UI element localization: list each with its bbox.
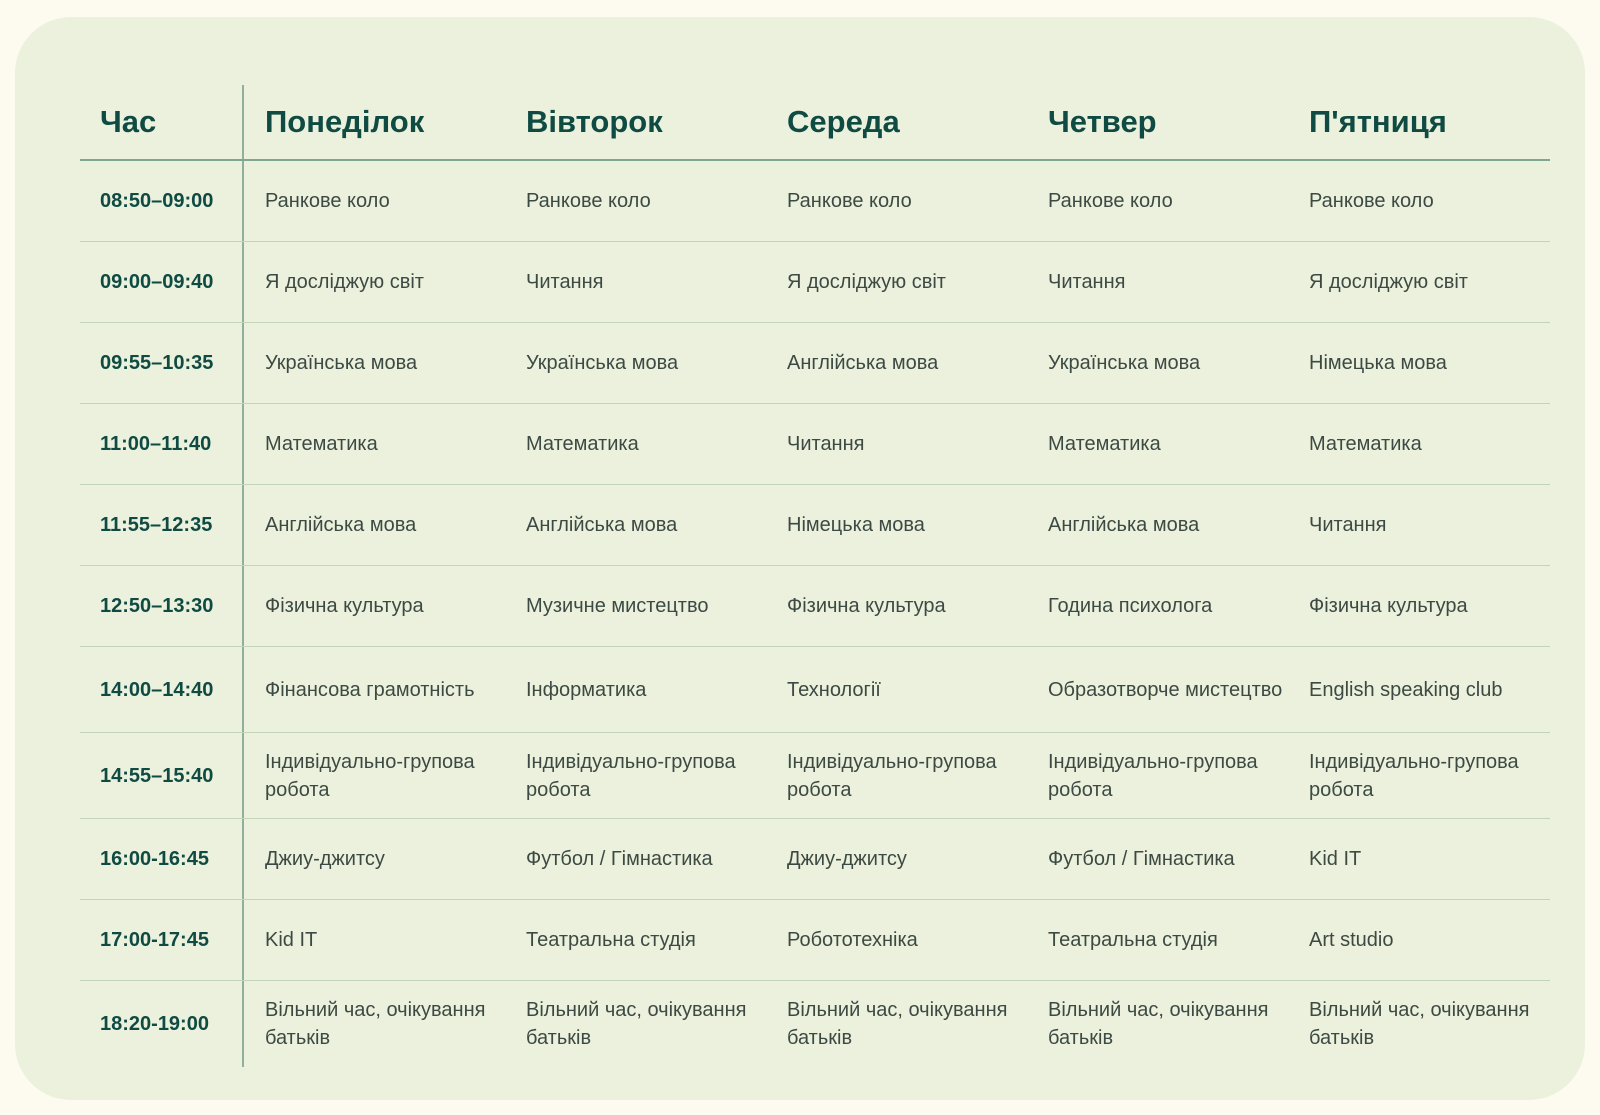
lesson-cell: Я досліджую світ bbox=[787, 271, 946, 293]
lesson-cell: Індивідуально-групова робота bbox=[265, 750, 475, 801]
lesson-cell: Робототехніка bbox=[787, 929, 918, 951]
table-row bbox=[80, 647, 1550, 733]
lesson-cell: Українська мова bbox=[265, 352, 418, 374]
lesson-cell: Театральна студія bbox=[526, 929, 696, 951]
lesson-cell: Індивідуально-групова робота bbox=[1309, 750, 1519, 801]
table-row bbox=[80, 323, 1550, 404]
time-slot: 14:00–14:40 bbox=[80, 647, 244, 732]
lesson-cell: Читання bbox=[526, 271, 604, 293]
time-slot: 14:55–15:40 bbox=[80, 733, 244, 818]
lesson-cell: Математика bbox=[1048, 433, 1161, 455]
time-slot: 11:00–11:40 bbox=[80, 404, 244, 484]
lesson-cell: Англійська мова bbox=[787, 352, 939, 374]
lesson-cell: Футбол / Гімнастика bbox=[526, 848, 713, 870]
lesson-cell: Вільний час, очікування батьків bbox=[1048, 999, 1269, 1049]
column-header-thursday: Четвер bbox=[1048, 104, 1157, 139]
lesson-cell: Kid IT bbox=[1309, 848, 1362, 870]
table-row bbox=[80, 733, 1550, 819]
table-row bbox=[80, 981, 1550, 1067]
lesson-cell: Ранкове коло bbox=[526, 190, 651, 212]
time-slot: 18:20-19:00 bbox=[80, 981, 244, 1067]
lesson-cell: Читання bbox=[1048, 271, 1126, 293]
column-header-time: Час bbox=[80, 85, 244, 159]
lesson-cell: Футбол / Гімнастика bbox=[1048, 848, 1235, 870]
time-slot: 11:55–12:35 bbox=[80, 485, 244, 565]
schedule-table bbox=[80, 85, 1550, 1067]
lesson-cell: Індивідуально-групова робота bbox=[1048, 750, 1258, 801]
lesson-cell: Джиу-джитсу bbox=[265, 848, 385, 870]
lesson-cell: Ранкове коло bbox=[787, 190, 912, 212]
lesson-cell: Інформатика bbox=[526, 678, 647, 701]
lesson-cell: Джиу-джитсу bbox=[787, 848, 907, 870]
lesson-cell: Я досліджую світ bbox=[265, 271, 424, 293]
column-header-friday: П'ятниця bbox=[1309, 104, 1447, 139]
lesson-cell: Німецька мова bbox=[787, 514, 925, 536]
column-header-monday: Понеділок bbox=[265, 104, 425, 139]
lesson-cell: Ранкове коло bbox=[265, 190, 390, 212]
table-row bbox=[80, 404, 1550, 485]
lesson-cell: English speaking club bbox=[1309, 678, 1503, 701]
time-slot: 08:50–09:00 bbox=[80, 161, 244, 241]
lesson-cell: Читання bbox=[787, 433, 865, 455]
lesson-cell: Фізична культура bbox=[1309, 595, 1468, 617]
table-row bbox=[80, 242, 1550, 323]
lesson-cell: Я досліджую світ bbox=[1309, 271, 1468, 293]
lesson-cell: Англійська мова bbox=[526, 514, 678, 536]
lesson-cell: Година психолога bbox=[1048, 595, 1213, 617]
lesson-cell: Вільний час, очікування батьків bbox=[526, 999, 747, 1049]
lesson-cell: Art studio bbox=[1309, 929, 1394, 951]
lesson-cell: Образотворче мистецтво bbox=[1048, 678, 1283, 701]
table-header-row bbox=[80, 85, 1550, 161]
table-row bbox=[80, 566, 1550, 647]
time-slot: 16:00-16:45 bbox=[80, 819, 244, 899]
lesson-cell: Математика bbox=[526, 433, 639, 455]
lesson-cell: Індивідуально-групова робота bbox=[787, 750, 997, 801]
lesson-cell: Українська мова bbox=[1048, 352, 1201, 374]
lesson-cell: Музичне мистецтво bbox=[526, 595, 709, 617]
lesson-cell: Ранкове коло bbox=[1309, 190, 1434, 212]
lesson-cell: Індивідуально-групова робота bbox=[526, 750, 736, 801]
lesson-cell: Англійська мова bbox=[265, 514, 417, 536]
table-row bbox=[80, 819, 1550, 900]
lesson-cell: Вільний час, очікування батьків bbox=[787, 999, 1008, 1049]
table-row bbox=[80, 161, 1550, 242]
lesson-cell: Фізична культура bbox=[787, 595, 946, 617]
lesson-cell: Технології bbox=[787, 678, 881, 701]
time-slot: 09:00–09:40 bbox=[80, 242, 244, 322]
lesson-cell: Вільний час, очікування батьків bbox=[265, 999, 486, 1049]
time-slot: 12:50–13:30 bbox=[80, 566, 244, 646]
lesson-cell: Українська мова bbox=[526, 352, 679, 374]
time-slot: 17:00-17:45 bbox=[80, 900, 244, 980]
lesson-cell: Фізична культура bbox=[265, 595, 424, 617]
lesson-cell: Фінансова грамотність bbox=[265, 678, 475, 701]
table-row bbox=[80, 900, 1550, 981]
table-row bbox=[80, 485, 1550, 566]
lesson-cell: Математика bbox=[265, 433, 378, 455]
lesson-cell: Англійська мова bbox=[1048, 514, 1200, 536]
time-slot: 09:55–10:35 bbox=[80, 323, 244, 403]
lesson-cell: Німецька мова bbox=[1309, 352, 1447, 374]
lesson-cell: Математика bbox=[1309, 433, 1422, 455]
column-header-tuesday: Вівторок bbox=[526, 104, 663, 139]
column-header-wednesday: Середа bbox=[787, 104, 900, 139]
lesson-cell: Театральна студія bbox=[1048, 929, 1218, 951]
lesson-cell: Kid IT bbox=[265, 929, 318, 951]
lesson-cell: Вільний час, очікування батьків bbox=[1309, 999, 1530, 1049]
lesson-cell: Читання bbox=[1309, 514, 1387, 536]
schedule-card bbox=[15, 17, 1585, 1100]
lesson-cell: Ранкове коло bbox=[1048, 190, 1173, 212]
